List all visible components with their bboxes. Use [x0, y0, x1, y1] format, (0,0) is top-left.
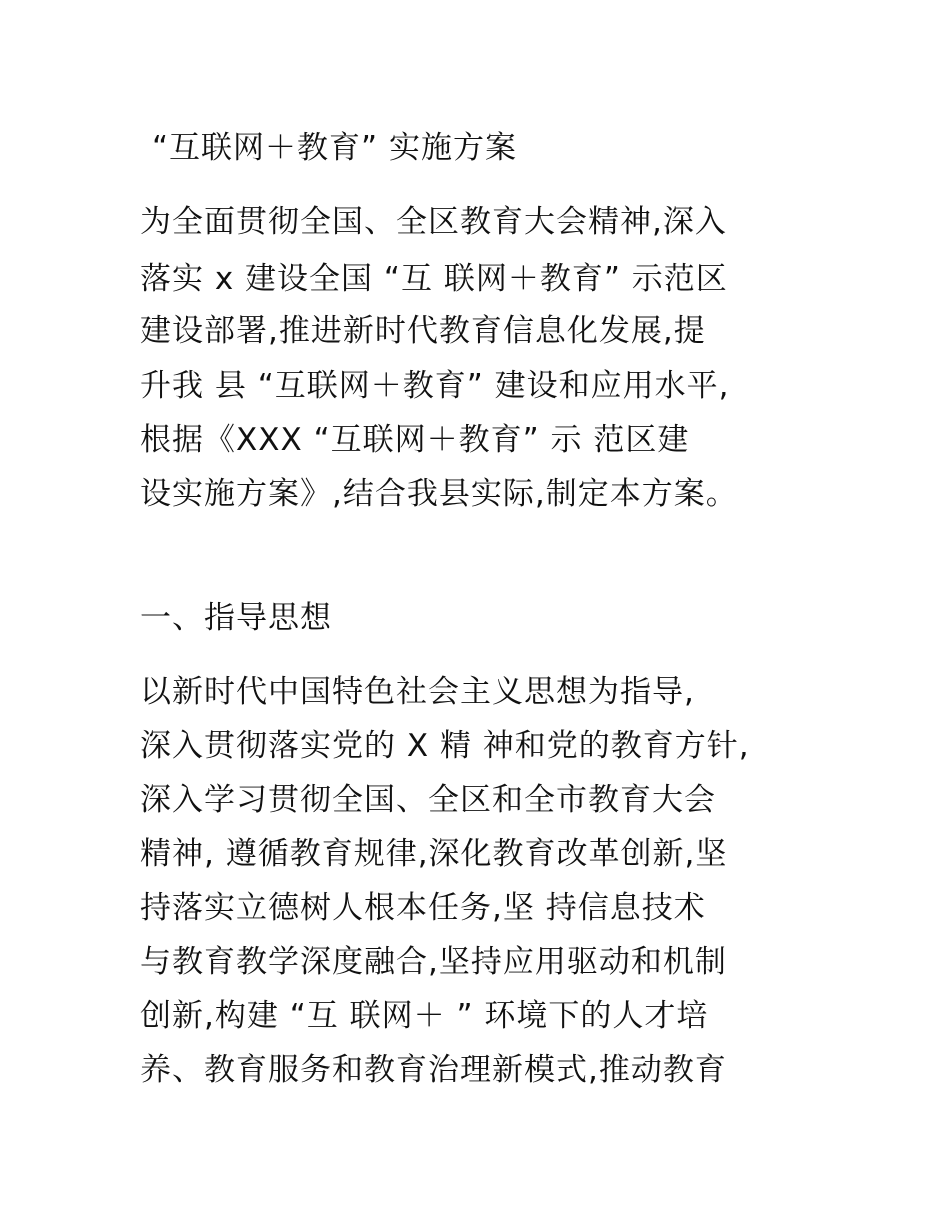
section-line-8: 养、教育服务和教育治理新模式,推动教育	[140, 1052, 727, 1088]
section-line-6: 与教育教学深度融合,坚持应用驱动和机制	[140, 944, 727, 980]
intro-line-1: 为全面贯彻全国、全区教育大会精神,深入	[140, 204, 727, 240]
section-line-4: 精神, 遵循教育规律,深化教育改革创新,坚	[140, 836, 728, 872]
section-line-3: 深入学习贯彻全国、全区和全市教育大会	[140, 782, 716, 818]
intro-line-3: 建设部署,推进新时代教育信息化发展,提	[140, 313, 706, 349]
section-line-5: 持落实立德树人根本任务,坚 持信息技术	[140, 890, 706, 926]
section-line-2: 深入贯彻落实党的 X 精 神和党的教育方针,	[140, 728, 750, 764]
section-line-7: 创新,构建 “互 联网＋ ” 环境下的人才培	[140, 998, 709, 1034]
intro-line-2: 落实 x 建设全国 “互 联网＋教育” 示范区	[140, 261, 728, 297]
section-line-1: 以新时代中国特色社会主义思想为指导,	[140, 674, 695, 710]
document-title: “互联网＋教育” 实施方案	[152, 130, 517, 166]
section-heading: 一、指导思想	[140, 600, 332, 636]
intro-line-5: 根据《XXX “互联网＋教育” 示 范区建	[140, 422, 690, 458]
intro-line-4: 升我 县 “互联网＋教育” 建设和应用水平,	[140, 368, 730, 404]
intro-line-6: 设实施方案》,结合我县实际,制定本方案。	[140, 476, 738, 512]
